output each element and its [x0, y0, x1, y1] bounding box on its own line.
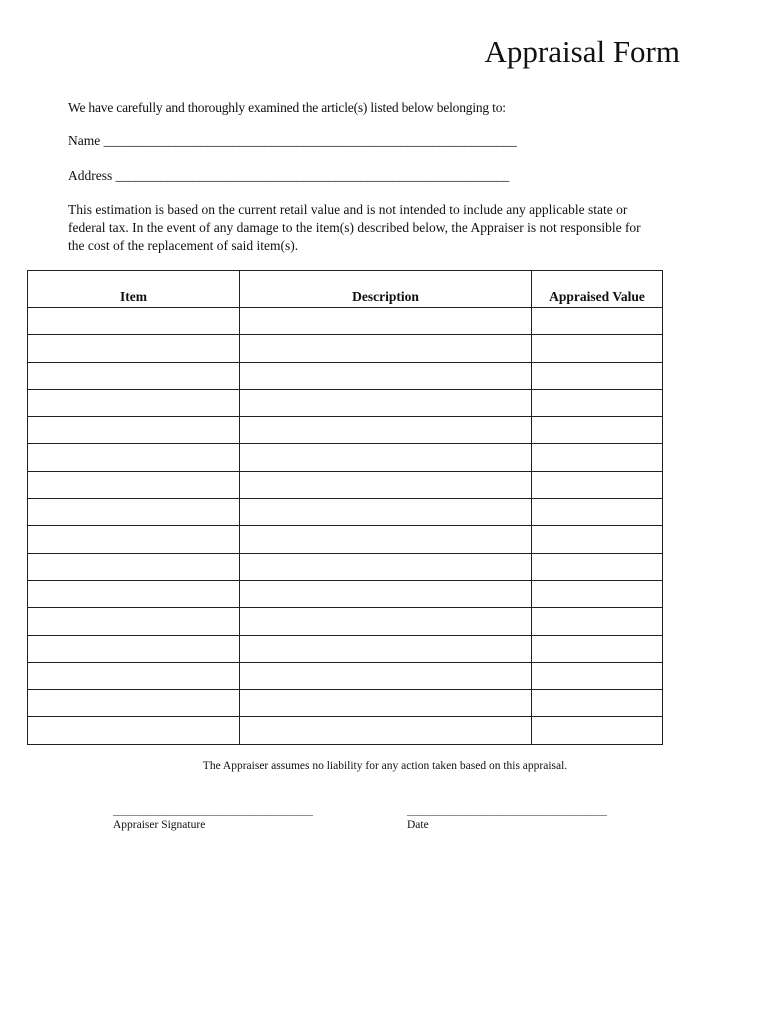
table-row	[28, 635, 663, 662]
description-cell[interactable]	[240, 389, 532, 416]
header-description: Description	[240, 271, 532, 308]
appraised-value-cell[interactable]	[532, 608, 663, 635]
table-row	[28, 362, 663, 389]
appraised-value-cell[interactable]	[532, 553, 663, 580]
table-row	[28, 389, 663, 416]
table-row	[28, 553, 663, 580]
description-cell[interactable]	[240, 308, 532, 335]
name-field[interactable]	[68, 132, 516, 150]
description-cell[interactable]	[240, 717, 532, 744]
item-cell[interactable]	[28, 389, 240, 416]
item-cell[interactable]	[28, 444, 240, 471]
signature-blank-line[interactable]: ______________________________________	[113, 805, 313, 817]
table-row	[28, 335, 663, 362]
item-cell[interactable]	[28, 690, 240, 717]
header-appraised-value: Appraised Value	[532, 271, 663, 308]
appraiser-signature-field[interactable]	[113, 804, 313, 832]
appraised-value-cell[interactable]	[532, 417, 663, 444]
appraised-value-cell[interactable]	[532, 662, 663, 689]
table-row	[28, 608, 663, 635]
item-cell[interactable]	[28, 635, 240, 662]
date-blank-line[interactable]: ______________________________________	[407, 805, 607, 817]
appraised-value-cell[interactable]	[532, 362, 663, 389]
table-row	[28, 499, 663, 526]
description-cell[interactable]	[240, 444, 532, 471]
name-blank-line[interactable]: ________________________________________________________________	[103, 133, 517, 148]
description-cell[interactable]	[240, 635, 532, 662]
table-row	[28, 717, 663, 744]
description-cell[interactable]	[240, 580, 532, 607]
table-row	[28, 662, 663, 689]
item-cell[interactable]	[28, 308, 240, 335]
item-cell[interactable]	[28, 335, 240, 362]
appraised-value-cell[interactable]	[532, 444, 663, 471]
intro-text: We have carefully and thoroughly examined the article(s) listed below belonging to:	[68, 100, 506, 115]
item-cell[interactable]	[28, 608, 240, 635]
header-item: Item	[28, 271, 240, 308]
table-header-row	[28, 271, 663, 308]
appraised-value-cell[interactable]	[532, 389, 663, 416]
address-blank-line[interactable]: _____________________________________________________________	[115, 168, 510, 183]
disclaimer-text: This estimation is based on the current retail value and is not intended to include any applicable state or federal tax. In the event of any damage to the item(s) described below, the Appraiser is not responsible for the cost of the replacement of said item(s).	[68, 202, 641, 253]
appraised-value-cell[interactable]	[532, 526, 663, 553]
appraised-value-cell[interactable]	[532, 335, 663, 362]
table-row	[28, 308, 663, 335]
item-cell[interactable]	[28, 417, 240, 444]
name-label: Name	[68, 133, 101, 148]
description-cell[interactable]	[240, 499, 532, 526]
item-cell[interactable]	[28, 553, 240, 580]
item-cell[interactable]	[28, 471, 240, 498]
table-row	[28, 444, 663, 471]
address-field[interactable]	[68, 167, 509, 185]
description-cell[interactable]	[240, 362, 532, 389]
appraised-value-cell[interactable]	[532, 499, 663, 526]
form-title: Appraisal Form	[484, 34, 680, 69]
address-label: Address	[68, 168, 113, 183]
description-cell[interactable]	[240, 417, 532, 444]
description-cell[interactable]	[240, 471, 532, 498]
date-field[interactable]	[407, 804, 607, 832]
description-cell[interactable]	[240, 335, 532, 362]
table-row	[28, 690, 663, 717]
table-row	[28, 580, 663, 607]
appraised-value-cell[interactable]	[532, 471, 663, 498]
appraised-value-cell[interactable]	[532, 635, 663, 662]
liability-notice: The Appraiser assumes no liability for any action taken based on this appraisal.	[202, 760, 568, 772]
table-row	[28, 417, 663, 444]
table-row	[28, 526, 663, 553]
appraisal-table	[27, 270, 663, 745]
item-cell[interactable]	[28, 362, 240, 389]
appraised-value-cell[interactable]	[532, 690, 663, 717]
appraised-value-cell[interactable]	[532, 580, 663, 607]
description-cell[interactable]	[240, 662, 532, 689]
signature-label: Appraiser Signature	[113, 819, 206, 831]
appraised-value-cell[interactable]	[532, 717, 663, 744]
item-cell[interactable]	[28, 580, 240, 607]
item-cell[interactable]	[28, 499, 240, 526]
description-cell[interactable]	[240, 526, 532, 553]
appraised-value-cell[interactable]	[532, 308, 663, 335]
item-cell[interactable]	[28, 526, 240, 553]
description-cell[interactable]	[240, 608, 532, 635]
description-cell[interactable]	[240, 553, 532, 580]
table-row	[28, 471, 663, 498]
date-label: Date	[407, 819, 429, 831]
item-cell[interactable]	[28, 662, 240, 689]
item-cell[interactable]	[28, 717, 240, 744]
description-cell[interactable]	[240, 690, 532, 717]
